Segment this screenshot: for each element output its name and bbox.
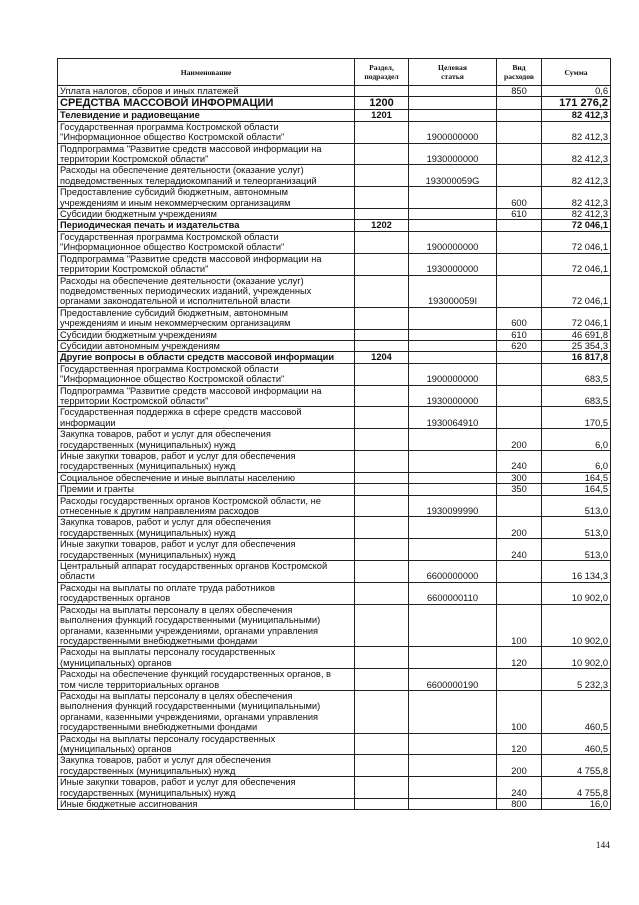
expense-kind-cell (497, 352, 542, 363)
amount-cell: 0,6 (542, 86, 611, 97)
item-name-cell: Уплата налогов, сборов и иных платежей (58, 86, 355, 97)
amount-cell: 82 412,3 (542, 110, 611, 121)
target-code-cell: 1900000000 (409, 231, 497, 253)
section-code-cell (355, 604, 409, 647)
amount-cell: 460,5 (542, 733, 611, 755)
table-row (58, 669, 611, 691)
section-code-cell (355, 363, 409, 385)
expense-kind-cell: 800 (497, 799, 542, 810)
header-row (58, 59, 611, 86)
item-name-cell: Периодическая печать и издательства (58, 220, 355, 231)
section-code-cell (355, 429, 409, 451)
item-name-cell: Предоставление субсидий бюджетным, автономным учреждениям и иным некоммерческим организациям (58, 307, 355, 329)
table-row (58, 472, 611, 483)
table-row (58, 220, 611, 231)
table-row (58, 495, 611, 517)
section-code-cell: 1202 (355, 220, 409, 231)
section-code-cell (355, 187, 409, 209)
table-row (58, 429, 611, 451)
target-code-cell (409, 690, 497, 733)
expense-kind-cell: 610 (497, 209, 542, 220)
item-name-cell: Иные закупки товаров, работ и услуг для обеспечения государственных (муниципальных) нужд (58, 539, 355, 561)
target-code-cell (409, 517, 497, 539)
target-code-cell (409, 539, 497, 561)
table-row (58, 733, 611, 755)
section-code-cell (355, 472, 409, 483)
item-name-cell: Центральный аппарат государственных органов Костромской области (58, 561, 355, 583)
header-section: Раздел, подраздел (355, 59, 409, 86)
expense-kind-cell (497, 143, 542, 165)
expense-kind-cell: 600 (497, 187, 542, 209)
item-name-cell: Закупка товаров, работ и услуг для обеспечения государственных (муниципальных) нужд (58, 517, 355, 539)
item-name-cell: Подпрограмма "Развитие средств массовой информации на территории Костромской области" (58, 385, 355, 407)
item-name-cell: Социальное обеспечение и иные выплаты населению (58, 472, 355, 483)
amount-cell: 171 276,2 (542, 97, 611, 110)
amount-cell: 72 046,1 (542, 253, 611, 275)
expense-kind-cell (497, 669, 542, 691)
target-code-cell: 6600000000 (409, 561, 497, 583)
expense-kind-cell: 300 (497, 472, 542, 483)
amount-cell: 170,5 (542, 407, 611, 429)
target-code-cell: 193000059G (409, 165, 497, 187)
amount-cell: 16 134,3 (542, 561, 611, 583)
section-code-cell (355, 517, 409, 539)
section-code-cell (355, 582, 409, 604)
amount-cell: 82 412,3 (542, 209, 611, 220)
section-code-cell (355, 777, 409, 799)
section-code-cell (355, 165, 409, 187)
table-row (58, 582, 611, 604)
amount-cell: 6,0 (542, 451, 611, 473)
amount-cell: 513,0 (542, 539, 611, 561)
expense-kind-cell (497, 561, 542, 583)
expense-kind-cell: 200 (497, 755, 542, 777)
amount-cell: 683,5 (542, 363, 611, 385)
amount-cell: 82 412,3 (542, 165, 611, 187)
target-code-cell: 6600000190 (409, 669, 497, 691)
table-row (58, 363, 611, 385)
header-name: Наименование (58, 59, 355, 86)
table-row (58, 517, 611, 539)
target-code-cell (409, 340, 497, 351)
section-code-cell (355, 275, 409, 307)
amount-cell: 82 412,3 (542, 143, 611, 165)
expense-kind-cell (497, 385, 542, 407)
table-row (58, 307, 611, 329)
item-name-cell: Государственная программа Костромской области "Информационное общество Костромской области" (58, 363, 355, 385)
section-code-cell: 1201 (355, 110, 409, 121)
target-code-cell (409, 110, 497, 121)
table-row (58, 143, 611, 165)
target-code-cell: 1900000000 (409, 363, 497, 385)
expense-kind-cell: 120 (497, 647, 542, 669)
target-code-cell (409, 777, 497, 799)
amount-cell: 72 046,1 (542, 231, 611, 253)
amount-cell: 164,5 (542, 472, 611, 483)
amount-cell: 513,0 (542, 495, 611, 517)
table-row (58, 407, 611, 429)
table-row (58, 777, 611, 799)
expense-kind-cell: 200 (497, 429, 542, 451)
item-name-cell: Подпрограмма "Развитие средств массовой информации на территории Костромской области" (58, 143, 355, 165)
target-code-cell: 1930064910 (409, 407, 497, 429)
section-code-cell (355, 451, 409, 473)
target-code-cell (409, 604, 497, 647)
amount-cell: 82 412,3 (542, 187, 611, 209)
amount-cell: 4 755,8 (542, 755, 611, 777)
target-code-cell (409, 86, 497, 97)
target-code-cell (409, 755, 497, 777)
section-code-cell (355, 121, 409, 143)
target-code-cell (409, 220, 497, 231)
header-kind: Вид расходов (497, 59, 542, 86)
amount-cell: 10 902,0 (542, 604, 611, 647)
table-row (58, 604, 611, 647)
target-code-cell: 1930099990 (409, 495, 497, 517)
table-row (58, 231, 611, 253)
amount-cell: 72 046,1 (542, 275, 611, 307)
expense-kind-cell: 240 (497, 539, 542, 561)
table-row (58, 329, 611, 340)
section-code-cell (355, 733, 409, 755)
item-name-cell: Закупка товаров, работ и услуг для обеспечения государственных (муниципальных) нужд (58, 755, 355, 777)
section-code-cell (355, 669, 409, 691)
target-code-cell: 1900000000 (409, 121, 497, 143)
amount-cell: 16,0 (542, 799, 611, 810)
section-code-cell: 1204 (355, 352, 409, 363)
expense-kind-cell (497, 495, 542, 517)
amount-cell: 6,0 (542, 429, 611, 451)
expense-kind-cell: 100 (497, 690, 542, 733)
section-code-cell (355, 484, 409, 495)
expense-kind-cell (497, 220, 542, 231)
section-code-cell (355, 329, 409, 340)
target-code-cell (409, 429, 497, 451)
table-row (58, 209, 611, 220)
budget-table (57, 58, 611, 810)
target-code-cell (409, 799, 497, 810)
target-code-cell: 1930000000 (409, 143, 497, 165)
item-name-cell: Расходы на обеспечение деятельности (оказание услуг) подведомственных периодических изданий, учрежденных органами законодательной и исполнительной власти (58, 275, 355, 307)
table-row (58, 97, 611, 110)
amount-cell: 72 046,1 (542, 307, 611, 329)
table-row (58, 690, 611, 733)
expense-kind-cell (497, 231, 542, 253)
expense-kind-cell: 240 (497, 777, 542, 799)
amount-cell: 513,0 (542, 517, 611, 539)
item-name-cell: Премии и гранты (58, 484, 355, 495)
table-row (58, 121, 611, 143)
target-code-cell (409, 209, 497, 220)
item-name-cell: Закупка товаров, работ и услуг для обеспечения государственных (муниципальных) нужд (58, 429, 355, 451)
section-code-cell (355, 86, 409, 97)
target-code-cell: 6600000110 (409, 582, 497, 604)
amount-cell: 164,5 (542, 484, 611, 495)
expense-kind-cell: 120 (497, 733, 542, 755)
section-code-cell (355, 561, 409, 583)
section-code-cell: 1200 (355, 97, 409, 110)
expense-kind-cell (497, 363, 542, 385)
table-row (58, 484, 611, 495)
table-row (58, 253, 611, 275)
section-code-cell (355, 143, 409, 165)
amount-cell: 16 817,8 (542, 352, 611, 363)
expense-kind-cell (497, 407, 542, 429)
target-code-cell (409, 472, 497, 483)
section-code-cell (355, 495, 409, 517)
expense-kind-cell (497, 582, 542, 604)
expense-kind-cell (497, 275, 542, 307)
amount-cell: 4 755,8 (542, 777, 611, 799)
item-name-cell: Расходы на обеспечение функций государственных органов, в том числе территориальных органов (58, 669, 355, 691)
table-row (58, 451, 611, 473)
section-code-cell (355, 539, 409, 561)
section-code-cell (355, 253, 409, 275)
item-name-cell: Субсидии бюджетным учреждениям (58, 329, 355, 340)
amount-cell: 10 902,0 (542, 647, 611, 669)
amount-cell: 683,5 (542, 385, 611, 407)
amount-cell: 82 412,3 (542, 121, 611, 143)
item-name-cell: Расходы на выплаты персоналу государственных (муниципальных) органов (58, 647, 355, 669)
section-code-cell (355, 209, 409, 220)
item-name-cell: СРЕДСТВА МАССОВОЙ ИНФОРМАЦИИ (58, 97, 355, 110)
table-row (58, 86, 611, 97)
item-name-cell: Расходы государственных органов Костромской области, не отнесенные к другим направлениям расходов (58, 495, 355, 517)
item-name-cell: Иные бюджетные ассигнования (58, 799, 355, 810)
item-name-cell: Расходы на выплаты персоналу государственных (муниципальных) органов (58, 733, 355, 755)
item-name-cell: Государственная программа Костромской области "Информационное общество Костромской области" (58, 121, 355, 143)
section-code-cell (355, 340, 409, 351)
table-row (58, 110, 611, 121)
table-body (58, 86, 611, 810)
table-row (58, 275, 611, 307)
expense-kind-cell (497, 110, 542, 121)
item-name-cell: Субсидии бюджетным учреждениям (58, 209, 355, 220)
expense-kind-cell (497, 97, 542, 110)
target-code-cell (409, 329, 497, 340)
item-name-cell: Предоставление субсидий бюджетным, автономным учреждениям и иным некоммерческим организациям (58, 187, 355, 209)
section-code-cell (355, 231, 409, 253)
table-row (58, 340, 611, 351)
expense-kind-cell (497, 121, 542, 143)
expense-kind-cell (497, 253, 542, 275)
expense-kind-cell: 350 (497, 484, 542, 495)
section-code-cell (355, 385, 409, 407)
target-code-cell (409, 352, 497, 363)
item-name-cell: Расходы на выплаты персоналу в целях обеспечения выполнения функций государственными (муниципальными) органами, казенными учреждениями, органами управления государственными внебюджетными фондами (58, 690, 355, 733)
table-header (58, 59, 611, 86)
target-code-cell (409, 451, 497, 473)
table-row (58, 561, 611, 583)
target-code-cell: 1930000000 (409, 385, 497, 407)
target-code-cell (409, 647, 497, 669)
section-code-cell (355, 690, 409, 733)
expense-kind-cell: 100 (497, 604, 542, 647)
table-row (58, 165, 611, 187)
table-row (58, 385, 611, 407)
section-code-cell (355, 307, 409, 329)
amount-cell: 460,5 (542, 690, 611, 733)
amount-cell: 10 902,0 (542, 582, 611, 604)
amount-cell: 5 232,3 (542, 669, 611, 691)
section-code-cell (355, 647, 409, 669)
item-name-cell: Субсидии автономным учреждениям (58, 340, 355, 351)
page-number: 144 (595, 841, 610, 851)
item-name-cell: Расходы на обеспечение деятельности (оказание услуг) подведомственных телерадиокомпаний и телеорганизаций (58, 165, 355, 187)
item-name-cell: Подпрограмма "Развитие средств массовой информации на территории Костромской области" (58, 253, 355, 275)
item-name-cell: Телевидение и радиовещание (58, 110, 355, 121)
table-row (58, 647, 611, 669)
item-name-cell: Иные закупки товаров, работ и услуг для обеспечения государственных (муниципальных) нужд (58, 451, 355, 473)
amount-cell: 72 046,1 (542, 220, 611, 231)
table-row (58, 755, 611, 777)
item-name-cell: Расходы на выплаты персоналу в целях обеспечения выполнения функций государственными (муниципальными) органами, казенными учреждениями, органами управления государственными внебюджетными фондами (58, 604, 355, 647)
item-name-cell: Расходы на выплаты по оплате труда работников государственных органов (58, 582, 355, 604)
item-name-cell: Другие вопросы в области средств массовой информации (58, 352, 355, 363)
item-name-cell: Государственная программа Костромской области "Информационное общество Костромской области" (58, 231, 355, 253)
item-name-cell: Иные закупки товаров, работ и услуг для обеспечения государственных (муниципальных) нужд (58, 777, 355, 799)
expense-kind-cell: 600 (497, 307, 542, 329)
expense-kind-cell: 610 (497, 329, 542, 340)
table-row (58, 539, 611, 561)
header-sum: Сумма (542, 59, 611, 86)
target-code-cell (409, 97, 497, 110)
expense-kind-cell: 850 (497, 86, 542, 97)
target-code-cell (409, 733, 497, 755)
expense-kind-cell (497, 165, 542, 187)
section-code-cell (355, 407, 409, 429)
header-target: Целевая статья (409, 59, 497, 86)
target-code-cell: 1930000000 (409, 253, 497, 275)
section-code-cell (355, 755, 409, 777)
target-code-cell (409, 484, 497, 495)
expense-kind-cell: 200 (497, 517, 542, 539)
section-code-cell (355, 799, 409, 810)
expense-kind-cell: 240 (497, 451, 542, 473)
table-row (58, 187, 611, 209)
table-row (58, 352, 611, 363)
table-row (58, 799, 611, 810)
target-code-cell (409, 187, 497, 209)
amount-cell: 25 354,3 (542, 340, 611, 351)
item-name-cell: Государственная поддержка в сфере средств массовой информации (58, 407, 355, 429)
amount-cell: 46 691,8 (542, 329, 611, 340)
target-code-cell: 193000059I (409, 275, 497, 307)
target-code-cell (409, 307, 497, 329)
expense-kind-cell: 620 (497, 340, 542, 351)
